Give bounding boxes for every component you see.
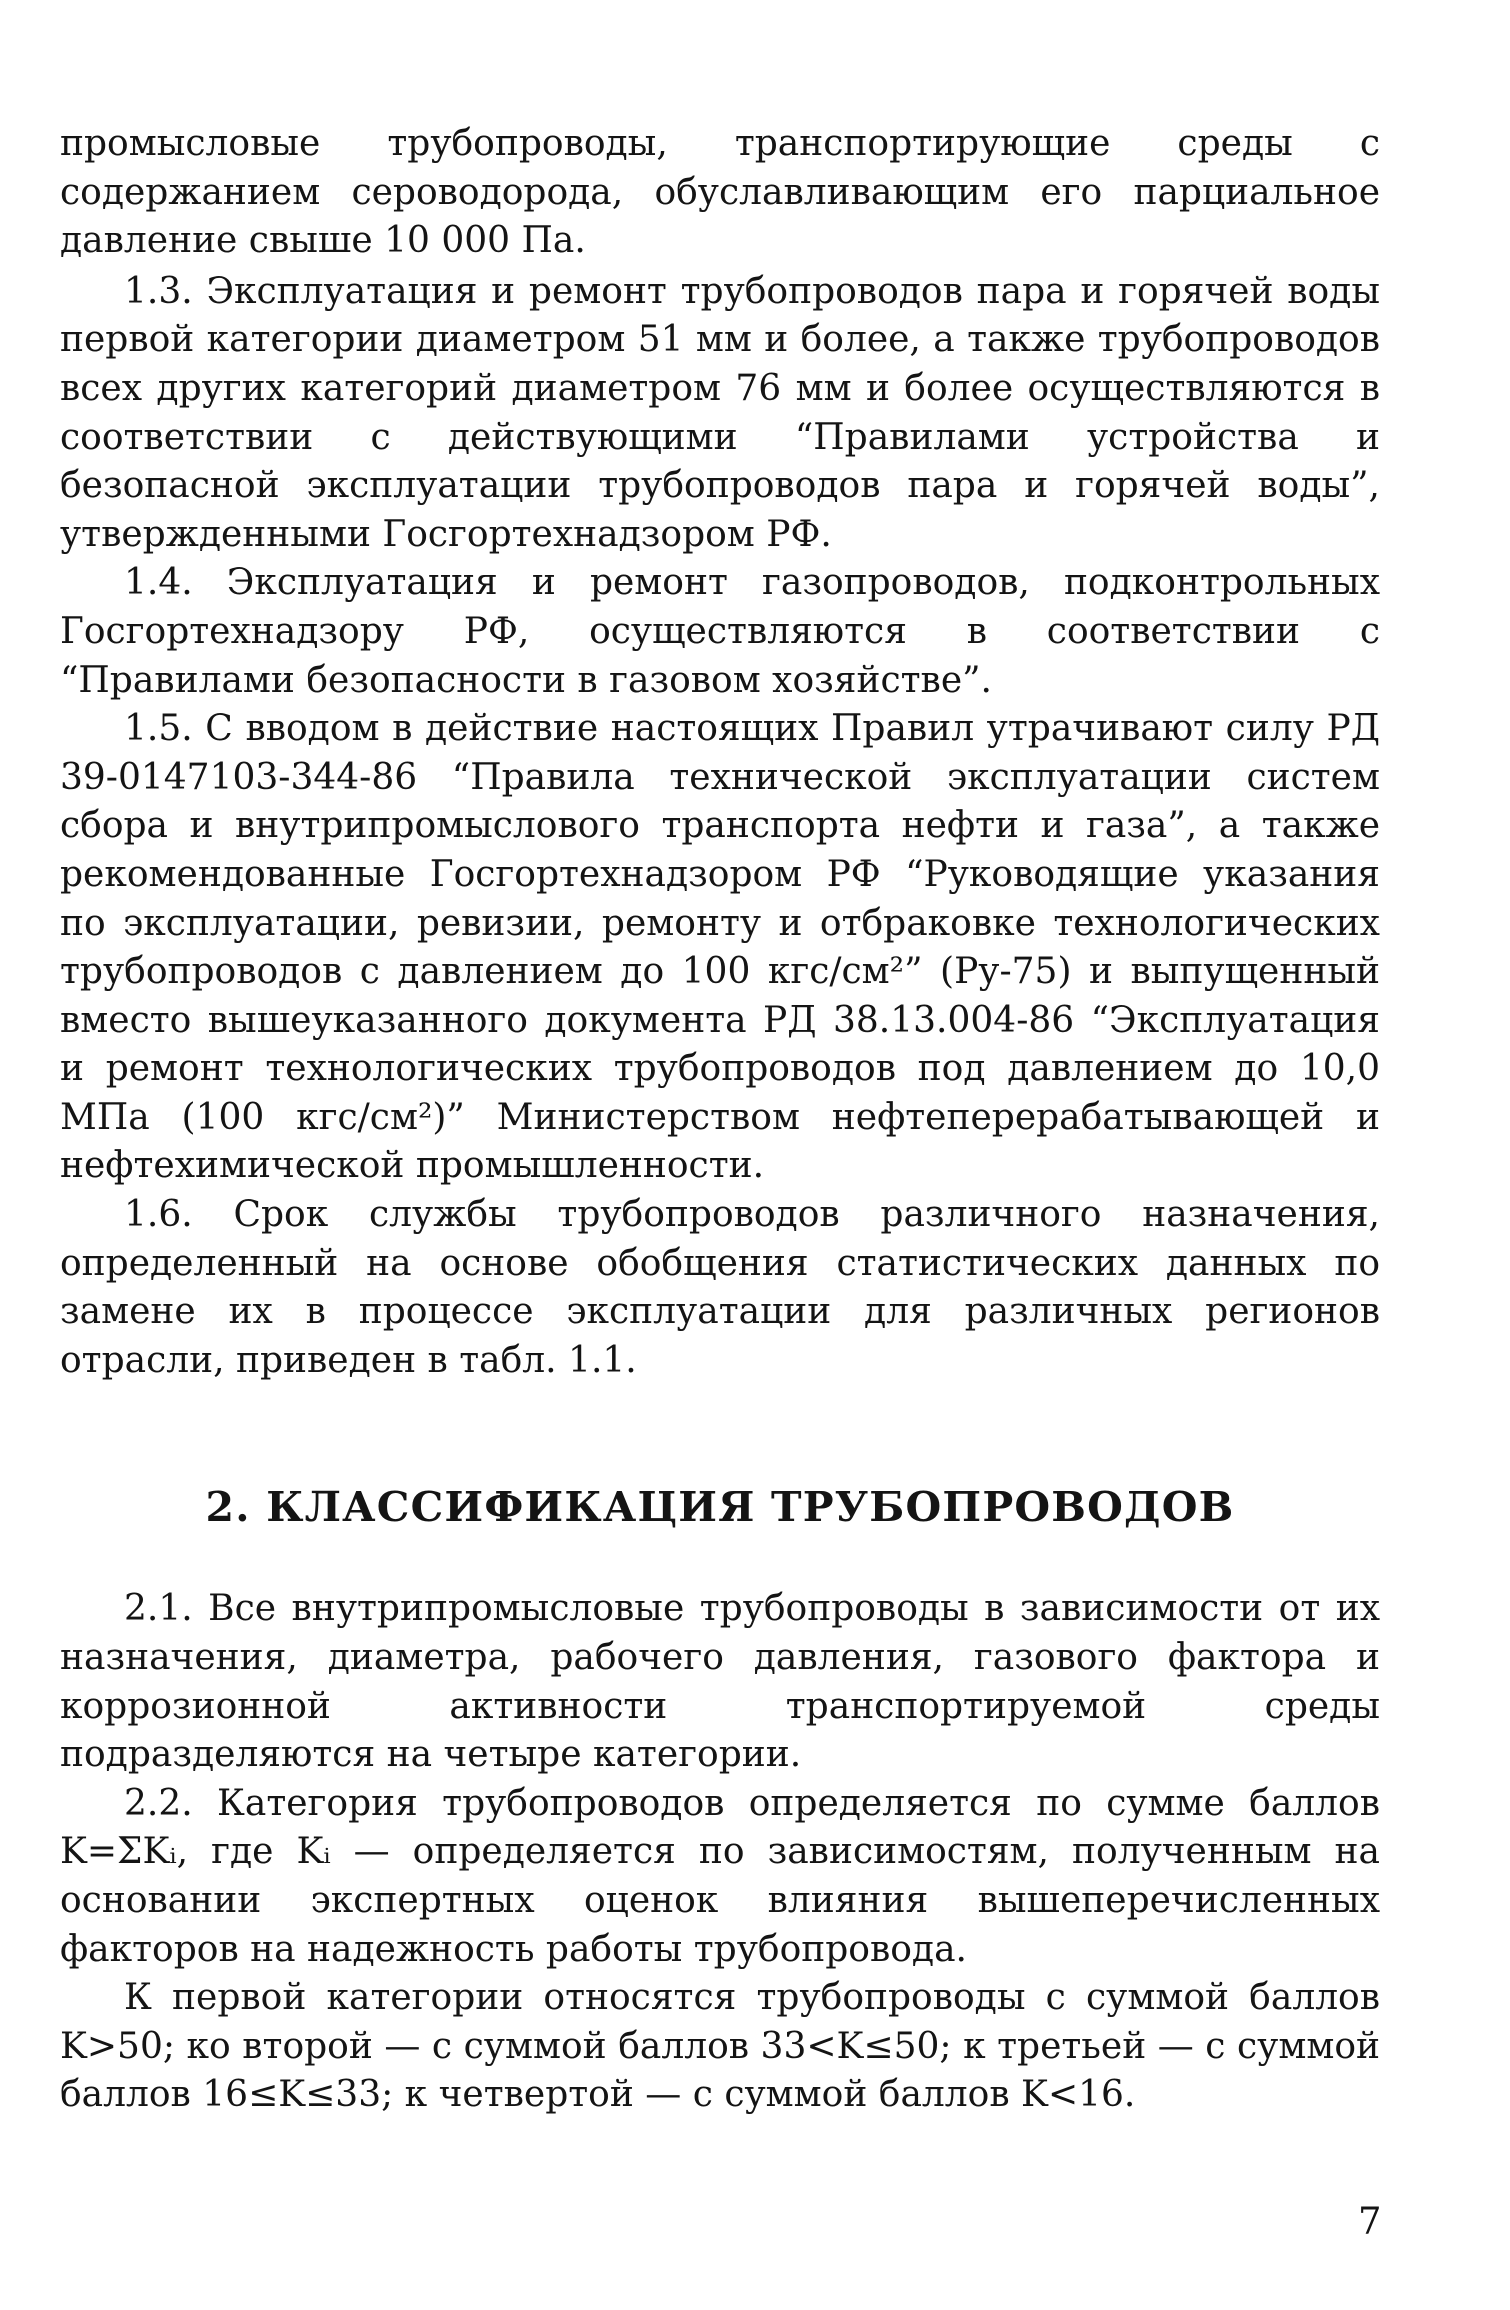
section-heading: 2. КЛАССИФИКАЦИЯ ТРУБОПРОВОДОВ — [205, 1483, 1235, 1532]
paragraph-1-4: 1.4. Эксплуатация и ремонт газопроводов, подконтрольных Госгортехнадзору РФ, осуществляются в соответствии с “Правилами безопасности в газовом хозяйстве”. — [60, 562, 1380, 701]
paragraph-2-1: 2.1. Все внутрипромысловые трубопроводы в зависимости от их назначения, диаметра, рабочего давления, газового фактора и коррозионной активности транспортируемой среды подразделяются на четыре категории. — [60, 1588, 1380, 1776]
document-page — [60, 120, 1380, 2120]
paragraph-1-6: 1.6. Срок службы трубопроводов различного назначения, определенный на основе обобщения статистических данных по замене их в процессе эксплуатации для различных регионов отрасли, приведен в табл. 1.1. — [60, 1194, 1380, 1381]
page-number: 7 — [1358, 2200, 1382, 2243]
paragraph-1-5: 1.5. С вводом в действие настоящих Правил утрачивают силу РД 39-0147103-344-86 “Правила технической эксплуатации систем сбора и внутрипромыслового транспорта нефти и газа”, а также рекомендованные Госгортехнадзором РФ “Руководящие указания по эксплуатации, ревизии, ремонту и отбраковке технологических трубопроводов с давлением до 100 кгс/см²” (Ру-75) и выпущенный вместо вышеуказанного документа РД 38.13.004-86 “Эксплуатация и ремонт технологических трубопроводов под давлением до 10,0 МПа (100 кгс/см²)” Министерством нефтеперерабатывающей и нефтехимической промышленности. — [60, 708, 1380, 1187]
paragraph-2-2: 2.2. Категория трубопроводов определяется по сумме баллов K=ΣKᵢ, где Kᵢ — определяется по зависимостям, полученным на основании экспертных оценок влияния вышеперечисленных факторов на надежность работы трубопровода. — [60, 1782, 1380, 1970]
paragraph-continuation: промысловые трубопроводы, транспортирующие среды с содержанием сероводорода, обуславливающим его парциальное давление свыше 10 000 Па. — [60, 123, 1380, 262]
paragraph-1-3: 1.3. Эксплуатация и ремонт трубопроводов пара и горячей воды первой категории диаметром 51 мм и более, а также трубопроводов всех других категорий диаметром 76 мм и более осуществляются в соответствии с действующими “Правилами устройства и безопасной эксплуатации трубопроводов пара и горячей воды”, утвержденными Госгортехнадзором РФ. — [60, 270, 1380, 555]
paragraph-category-scores: К первой категории относятся трубопроводы с суммой баллов K>50; ко второй — с суммой баллов 33<K≤50; к третьей — с суммой баллов 16≤K≤33; к четвертой — с суммой баллов K<16. — [60, 1977, 1380, 2116]
